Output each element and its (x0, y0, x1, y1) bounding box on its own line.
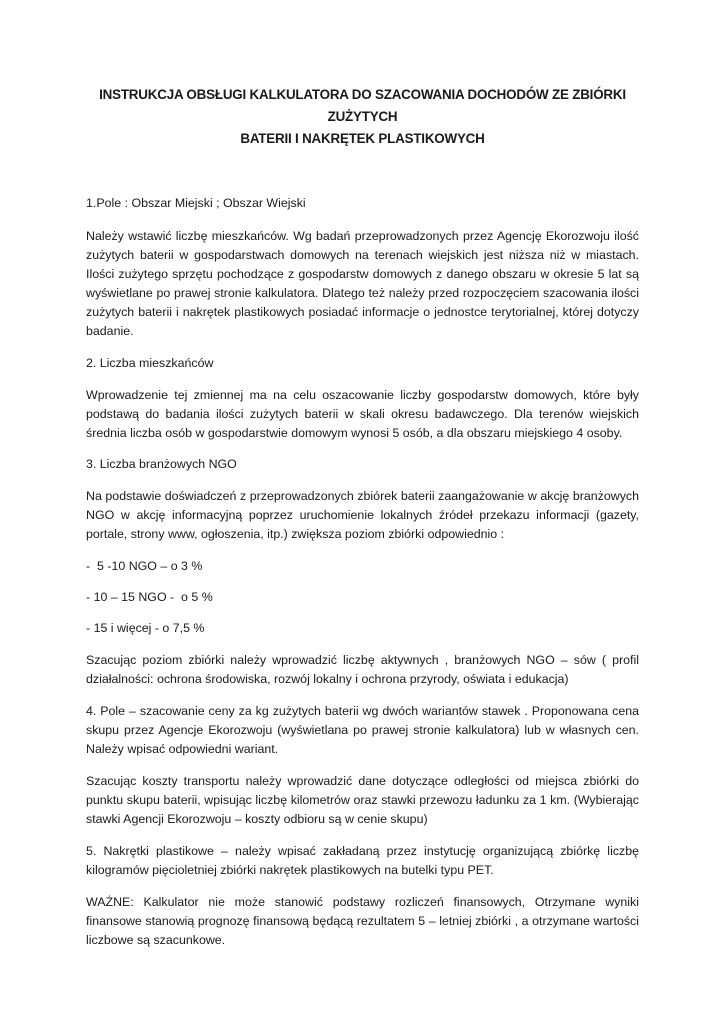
section-1-heading: 1.Pole : Obszar Miejski ; Obszar Wiejski (86, 196, 306, 210)
section-4-paragraph: 4. Pole – szacowanie ceny za kg zużytych baterii wg dwóch wariantów stawek . Proponowana cena skupu przez Agencje Ekorozwoju (wyświetlana po prawej stronie kalkulatora) lub w własnych cen. Należy wpisać odpowiedni wariant. (86, 704, 639, 756)
important-note-paragraph: WAŻNE: Kalkulator nie może stanowić podstawy rozliczeń finansowych, Otrzymane wyniki finansowe stanowią prognozę finansową będącą rezultatem 5 – letniej zbiórki , a otrzymane wartości liczbowe są szacunkowe. (86, 895, 639, 947)
section-2-paragraph: Wprowadzenie tej zmiennej ma na celu oszacowanie liczby gospodarstw domowych, które były podstawą do badania ilości zużytych baterii w skali okresu badawczego. Dla terenów wiejskich średnia liczba osób w gospodarstwie domowym wynosi 5 osób, a dla obszaru miejskiego 4 osoby. (86, 388, 639, 440)
section-4-paragraph-2: Szacując koszty transportu należy wprowadzić dane dotyczące odległości od miejsca zbiórki do punktu skupu baterii, wpisując liczbę kilometrów oraz stawki przewozu ładunku za 1 km. (Wybierając stawki Agencji Ekorozwoju – koszty odbioru są w cenie skupu) (86, 774, 639, 826)
document-title-line-1: INSTRUKCJA OBSŁUGI KALKULATORA DO SZACOWANIA DOCHODÓW ZE ZBIÓRKI ZUŻYTYCH (99, 87, 626, 124)
ngo-range-item-1: - 5 -10 NGO – o 3 % (86, 559, 203, 573)
document-title (86, 84, 639, 150)
section-3-paragraph: Na podstawie doświadczeń z przeprowadzonych zbiórek baterii zaangażowanie w akcję branżowych NGO w akcję informacyjną poprzez uruchomienie lokalnych źródeł przekazu informacji (gazety, portale, strony www, ogłoszenia, itp.) zwiększa poziom zbiórki odpowiednio : (86, 489, 639, 541)
ngo-range-item-3: - 15 i więcej - o 7,5 % (86, 621, 205, 635)
section-1-paragraph: Należy wstawić liczbę mieszkańców. Wg badań przeprowadzonych przez Agencję Ekorozwoju ilość zużytych baterii w gospodarstwach domowych na terenach wiejskich jest niższa niż w miastach. Ilości zużytego sprzętu pochodzące z gospodarstw domowych z danego obszaru w okresie 5 lat są wyświetlane po prawej stronie kalkulatora. Dlatego też należy przed rozpoczęciem szacowania ilości zużytych baterii i nakrętek plastikowych posiadać informacje o jednostce terytorialnej, której dotyczy badanie. (86, 229, 639, 338)
section-5-paragraph: 5. Nakrętki plastikowe – należy wpisać zakładaną przez instytucję organizującą zbiórkę liczbę kilogramów pięcioletniej zbiórki nakrętek plastikowych na butelki typu PET. (86, 844, 639, 877)
document-title-line-2: BATERII I NAKRĘTEK PLASTIKOWYCH (240, 131, 485, 146)
section-3-paragraph-2: Szacując poziom zbiórki należy wprowadzić liczbę aktywnych , branżowych NGO – sów ( profil działalności: ochrona środowiska, rozwój lokalny i ochrona przyrody, oświata i edukacja) (86, 653, 639, 686)
document-page (86, 84, 639, 950)
ngo-range-item-2: - 10 – 15 NGO - o 5 % (86, 590, 213, 604)
section-2-heading: 2. Liczba mieszkańców (86, 356, 214, 370)
section-3-heading: 3. Liczba branżowych NGO (86, 457, 237, 471)
